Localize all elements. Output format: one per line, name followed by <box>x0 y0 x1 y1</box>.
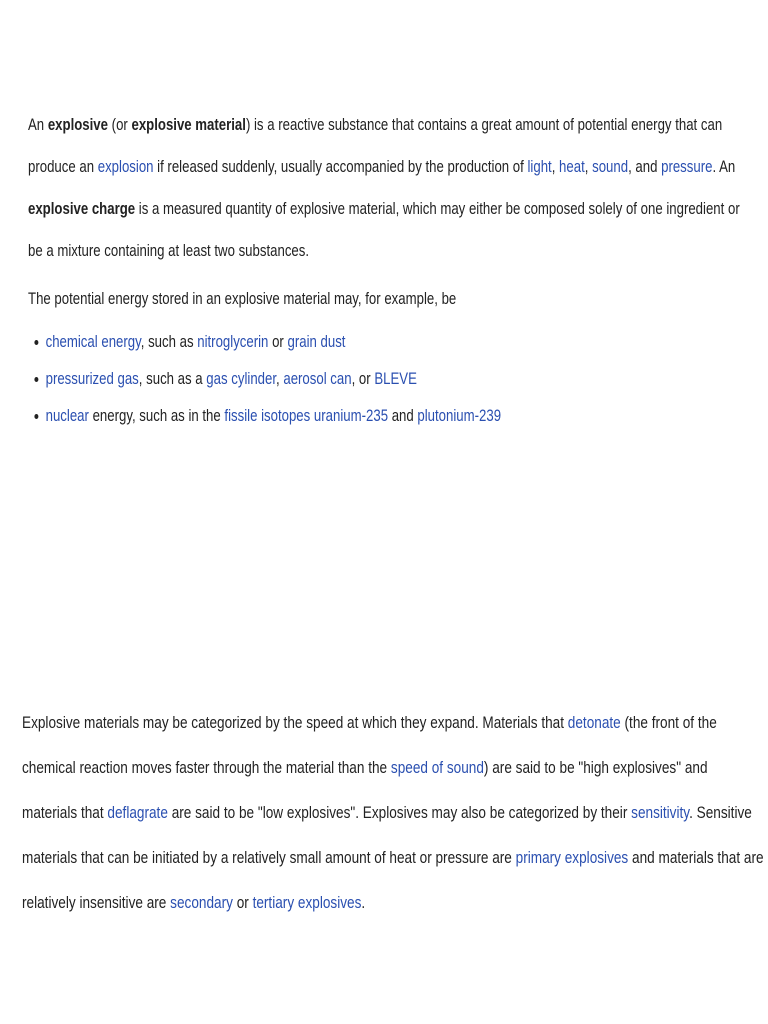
link-secondary[interactable]: secondary <box>170 893 233 912</box>
link-pressurized-gas[interactable]: pressurized gas <box>45 370 139 388</box>
article-intro-section <box>28 104 756 435</box>
text: (or <box>108 116 132 134</box>
link-gas-cylinder[interactable]: gas cylinder <box>206 370 277 388</box>
text: , <box>551 158 560 176</box>
list-item-chemical <box>28 324 756 361</box>
bold-term-explosive-material: explosive material <box>131 116 246 134</box>
link-aerosol-can[interactable]: aerosol can <box>283 370 352 388</box>
link-sensitivity[interactable]: sensitivity <box>631 803 690 822</box>
text: and <box>388 407 418 425</box>
text: , or <box>351 370 375 388</box>
text: are said to be "low explosives". Explosives may also be categorized by their <box>167 803 632 822</box>
text: if released suddenly, usually accompanied by the production of <box>153 158 528 176</box>
bullet-icon <box>34 377 38 382</box>
bold-term-explosive-charge: explosive charge <box>28 200 136 218</box>
link-fissile-isotopes[interactable]: fissile isotopes <box>224 407 311 425</box>
classification-paragraph <box>22 700 766 925</box>
link-primary-explosives[interactable]: primary explosives <box>515 848 629 867</box>
text: energy, such as in the <box>88 407 225 425</box>
bullet-icon <box>34 340 38 345</box>
energy-list <box>28 324 756 435</box>
link-speed-of-sound[interactable]: speed of sound <box>390 758 484 777</box>
text: (the front of the chemical reaction moves faster through the material than the <box>22 713 717 777</box>
list-item-pressurized <box>28 361 756 398</box>
bullet-icon <box>34 414 38 419</box>
link-uranium-235[interactable]: uranium-235 <box>313 407 389 425</box>
text: or <box>232 893 253 912</box>
bold-term-explosive: explosive <box>47 116 108 134</box>
text: ) is a reactive substance that contains a great amount of potential energy that can produce an <box>28 116 723 176</box>
text: . <box>361 893 366 912</box>
text: , such as <box>140 333 198 351</box>
link-light[interactable]: light <box>527 158 552 176</box>
link-deflagrate[interactable]: deflagrate <box>107 803 168 822</box>
text: and materials that are relatively insensitive are <box>22 848 764 912</box>
link-chemical-energy[interactable]: chemical energy <box>45 333 141 351</box>
text: Explosive materials may be categorized by the speed at which they expand. Materials that <box>22 713 568 732</box>
text: is a measured quantity of explosive material, which may either be composed solely of one ingredient or be a mixture containing at least two substances. <box>28 200 740 260</box>
text: , such as a <box>138 370 207 388</box>
text: An <box>28 116 48 134</box>
link-sound[interactable]: sound <box>592 158 629 176</box>
link-tertiary-explosives[interactable]: tertiary explosives <box>252 893 362 912</box>
text: , and <box>628 158 662 176</box>
text: . An <box>712 158 736 176</box>
link-nitroglycerin[interactable]: nitroglycerin <box>197 333 269 351</box>
potential-energy-paragraph: The potential energy stored in an explosive material may, for example, be <box>28 290 457 308</box>
link-explosion[interactable]: explosion <box>97 158 154 176</box>
link-detonate[interactable]: detonate <box>567 713 621 732</box>
link-grain-dust[interactable]: grain dust <box>287 333 346 351</box>
classification-section <box>22 700 766 925</box>
link-nuclear[interactable]: nuclear <box>45 407 89 425</box>
link-plutonium-239[interactable]: plutonium-239 <box>417 407 502 425</box>
link-bleve[interactable]: BLEVE <box>374 370 417 388</box>
list-item-nuclear <box>28 398 756 435</box>
text: , <box>276 370 284 388</box>
text: . Sensitive materials that can be initiated by a relatively small amount of heat or pressure are <box>22 803 752 867</box>
text: ) are said to be "high explosives" and materials that <box>22 758 708 822</box>
text: or <box>268 333 288 351</box>
text: , <box>584 158 593 176</box>
link-pressure[interactable]: pressure <box>661 158 713 176</box>
intro-paragraph <box>28 104 756 272</box>
link-heat[interactable]: heat <box>559 158 585 176</box>
